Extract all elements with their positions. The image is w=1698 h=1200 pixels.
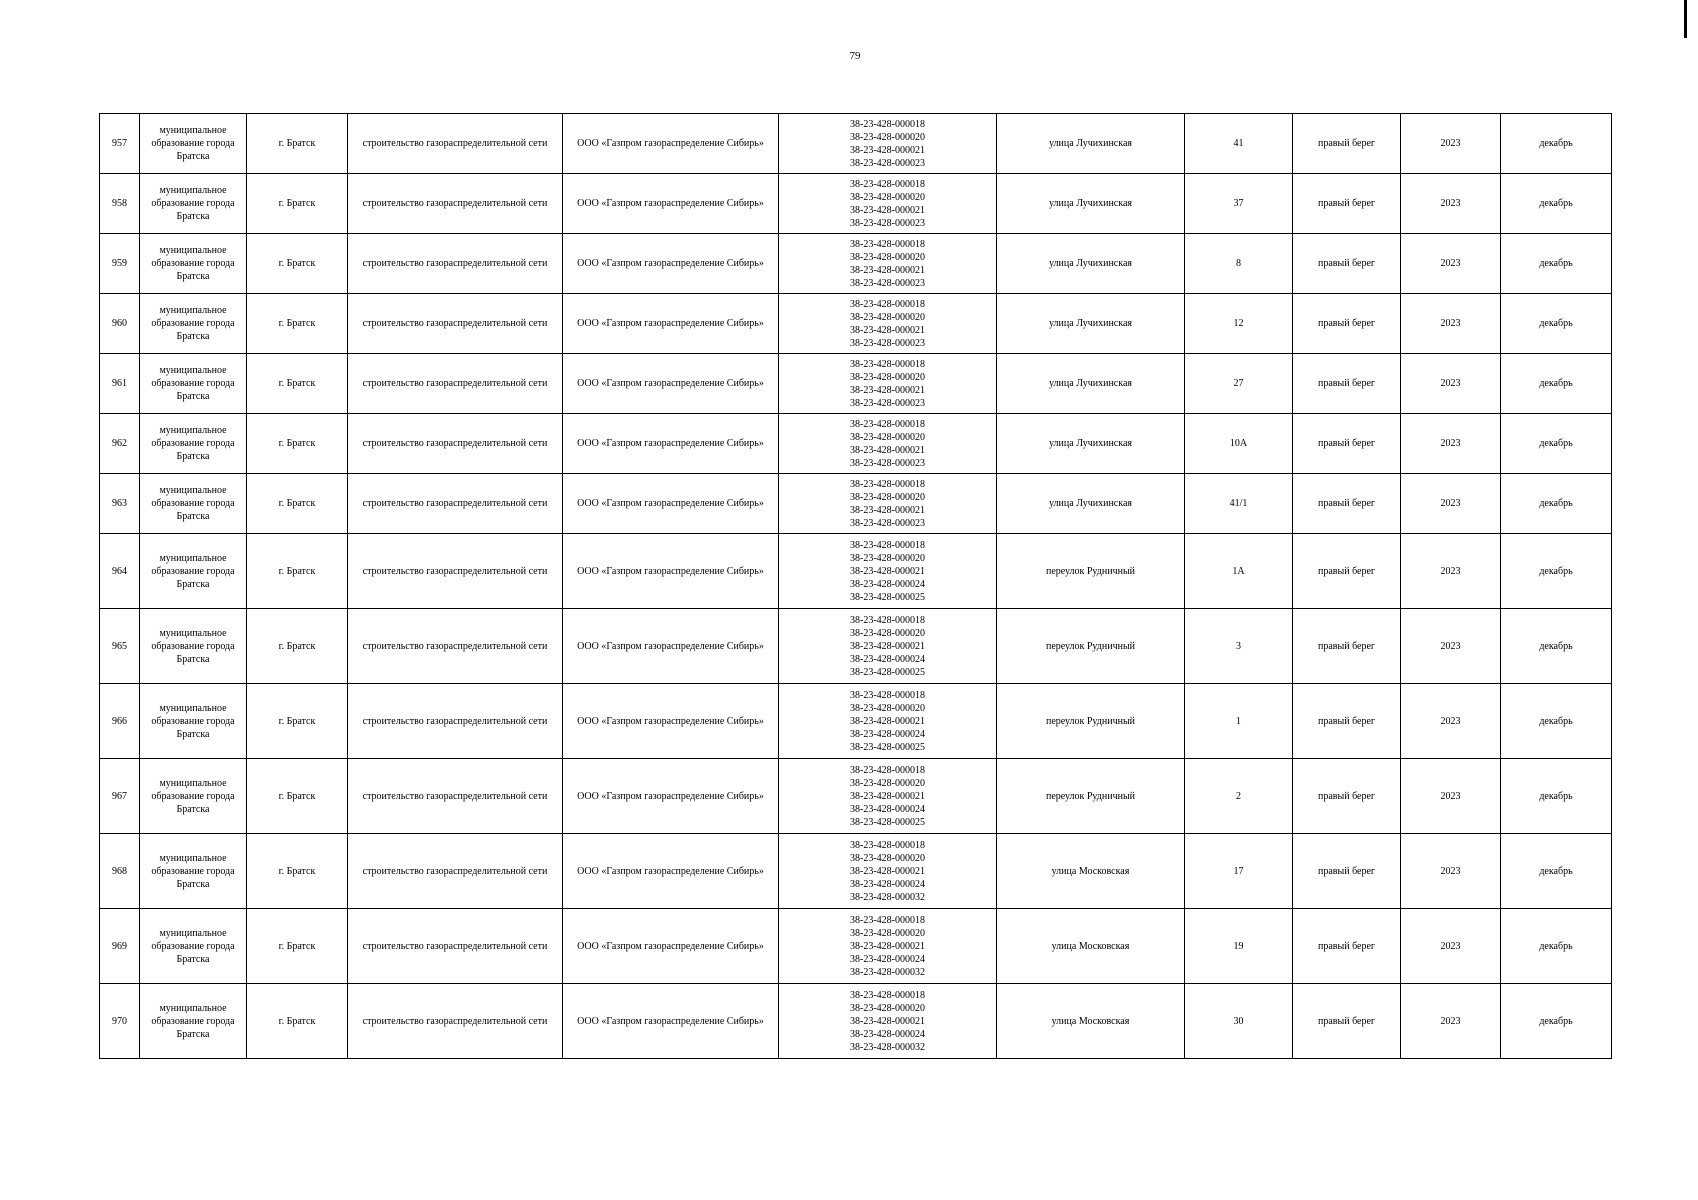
cadastral-number: 38-23-428-000020 bbox=[850, 627, 925, 639]
house-number-cell: 1 bbox=[1185, 684, 1293, 759]
cadastral-number: 38-23-428-000024 bbox=[850, 653, 925, 665]
owner-cell: муниципальное образование города Братска bbox=[140, 474, 247, 534]
work-type-cell: строительство газораспределительной сети bbox=[348, 759, 563, 834]
cadastral-number: 38-23-428-000021 bbox=[850, 324, 925, 336]
owner-cell: муниципальное образование города Братска bbox=[140, 909, 247, 984]
cadastral-number: 38-23-428-000021 bbox=[850, 384, 925, 396]
organization-cell: ООО «Газпром газораспределение Сибирь» bbox=[563, 609, 779, 684]
organization-cell: ООО «Газпром газораспределение Сибирь» bbox=[563, 114, 779, 174]
house-number-cell: 27 bbox=[1185, 354, 1293, 414]
year-cell: 2023 bbox=[1401, 114, 1501, 174]
row-number: 961 bbox=[100, 354, 140, 414]
year-cell: 2023 bbox=[1401, 414, 1501, 474]
bank-cell: правый берег bbox=[1293, 354, 1401, 414]
cadastral-number: 38-23-428-000023 bbox=[850, 517, 925, 529]
work-type-cell: строительство газораспределительной сети bbox=[348, 534, 563, 609]
organization-cell: ООО «Газпром газораспределение Сибирь» bbox=[563, 834, 779, 909]
locality-cell: г. Братск bbox=[247, 114, 348, 174]
table-row bbox=[100, 294, 1612, 354]
cadastral-cell bbox=[779, 174, 997, 234]
work-type-cell: строительство газораспределительной сети bbox=[348, 294, 563, 354]
cadastral-number: 38-23-428-000018 bbox=[850, 298, 925, 310]
table-row bbox=[100, 834, 1612, 909]
work-type-cell: строительство газораспределительной сети bbox=[348, 834, 563, 909]
row-number: 970 bbox=[100, 984, 140, 1059]
month-cell: декабрь bbox=[1501, 984, 1612, 1059]
locality-cell: г. Братск bbox=[247, 474, 348, 534]
cadastral-number: 38-23-428-000020 bbox=[850, 191, 925, 203]
bank-cell: правый берег bbox=[1293, 174, 1401, 234]
work-type-cell: строительство газораспределительной сети bbox=[348, 114, 563, 174]
row-number: 962 bbox=[100, 414, 140, 474]
cadastral-cell bbox=[779, 294, 997, 354]
address-cell: улица Московская bbox=[997, 984, 1185, 1059]
bank-cell: правый берег bbox=[1293, 234, 1401, 294]
table-row bbox=[100, 909, 1612, 984]
organization-cell: ООО «Газпром газораспределение Сибирь» bbox=[563, 414, 779, 474]
table-row bbox=[100, 474, 1612, 534]
cadastral-cell bbox=[779, 414, 997, 474]
house-number-cell: 1А bbox=[1185, 534, 1293, 609]
table-row bbox=[100, 759, 1612, 834]
owner-cell: муниципальное образование города Братска bbox=[140, 759, 247, 834]
locality-cell: г. Братск bbox=[247, 534, 348, 609]
table-row bbox=[100, 609, 1612, 684]
owner-cell: муниципальное образование города Братска bbox=[140, 294, 247, 354]
owner-cell: муниципальное образование города Братска bbox=[140, 609, 247, 684]
cadastral-number: 38-23-428-000023 bbox=[850, 217, 925, 229]
work-type-cell: строительство газораспределительной сети bbox=[348, 174, 563, 234]
cadastral-number: 38-23-428-000021 bbox=[850, 444, 925, 456]
cadastral-number: 38-23-428-000021 bbox=[850, 264, 925, 276]
cadastral-number: 38-23-428-000018 bbox=[850, 118, 925, 130]
year-cell: 2023 bbox=[1401, 759, 1501, 834]
cadastral-number: 38-23-428-000020 bbox=[850, 777, 925, 789]
house-number-cell: 3 bbox=[1185, 609, 1293, 684]
cadastral-number: 38-23-428-000018 bbox=[850, 178, 925, 190]
house-number-cell: 17 bbox=[1185, 834, 1293, 909]
house-number-cell: 12 bbox=[1185, 294, 1293, 354]
cadastral-number: 38-23-428-000018 bbox=[850, 358, 925, 370]
cadastral-cell bbox=[779, 609, 997, 684]
month-cell: декабрь bbox=[1501, 294, 1612, 354]
owner-cell: муниципальное образование города Братска bbox=[140, 684, 247, 759]
organization-cell: ООО «Газпром газораспределение Сибирь» bbox=[563, 294, 779, 354]
margin-mark bbox=[1684, 0, 1687, 38]
work-type-cell: строительство газораспределительной сети bbox=[348, 474, 563, 534]
cadastral-number: 38-23-428-000020 bbox=[850, 251, 925, 263]
organization-cell: ООО «Газпром газораспределение Сибирь» bbox=[563, 354, 779, 414]
cadastral-number: 38-23-428-000020 bbox=[850, 431, 925, 443]
organization-cell: ООО «Газпром газораспределение Сибирь» bbox=[563, 684, 779, 759]
row-number: 960 bbox=[100, 294, 140, 354]
organization-cell: ООО «Газпром газораспределение Сибирь» bbox=[563, 174, 779, 234]
locality-cell: г. Братск bbox=[247, 834, 348, 909]
cadastral-number: 38-23-428-000032 bbox=[850, 966, 925, 978]
cadastral-number: 38-23-428-000021 bbox=[850, 640, 925, 652]
house-number-cell: 2 bbox=[1185, 759, 1293, 834]
cadastral-number: 38-23-428-000018 bbox=[850, 238, 925, 250]
cadastral-number: 38-23-428-000024 bbox=[850, 803, 925, 815]
house-number-cell: 37 bbox=[1185, 174, 1293, 234]
address-cell: улица Лучихинская bbox=[997, 174, 1185, 234]
locality-cell: г. Братск bbox=[247, 909, 348, 984]
owner-cell: муниципальное образование города Братска bbox=[140, 174, 247, 234]
address-cell: переулок Рудничный bbox=[997, 534, 1185, 609]
cadastral-number: 38-23-428-000020 bbox=[850, 552, 925, 564]
cadastral-number: 38-23-428-000024 bbox=[850, 578, 925, 590]
year-cell: 2023 bbox=[1401, 234, 1501, 294]
bank-cell: правый берег bbox=[1293, 984, 1401, 1059]
month-cell: декабрь bbox=[1501, 609, 1612, 684]
cadastral-number: 38-23-428-000020 bbox=[850, 371, 925, 383]
cadastral-cell bbox=[779, 834, 997, 909]
cadastral-number: 38-23-428-000024 bbox=[850, 728, 925, 740]
bank-cell: правый берег bbox=[1293, 534, 1401, 609]
work-type-cell: строительство газораспределительной сети bbox=[348, 684, 563, 759]
locality-cell: г. Братск bbox=[247, 759, 348, 834]
address-cell: улица Лучихинская bbox=[997, 474, 1185, 534]
owner-cell: муниципальное образование города Братска bbox=[140, 234, 247, 294]
bank-cell: правый берег bbox=[1293, 294, 1401, 354]
month-cell: декабрь bbox=[1501, 834, 1612, 909]
cadastral-number: 38-23-428-000021 bbox=[850, 144, 925, 156]
bank-cell: правый берег bbox=[1293, 684, 1401, 759]
row-number: 969 bbox=[100, 909, 140, 984]
row-number: 968 bbox=[100, 834, 140, 909]
table-row bbox=[100, 174, 1612, 234]
month-cell: декабрь bbox=[1501, 114, 1612, 174]
cadastral-number: 38-23-428-000023 bbox=[850, 277, 925, 289]
cadastral-number: 38-23-428-000018 bbox=[850, 478, 925, 490]
month-cell: декабрь bbox=[1501, 474, 1612, 534]
address-cell: улица Лучихинская bbox=[997, 354, 1185, 414]
cadastral-number: 38-23-428-000023 bbox=[850, 457, 925, 469]
year-cell: 2023 bbox=[1401, 834, 1501, 909]
cadastral-number: 38-23-428-000018 bbox=[850, 839, 925, 851]
year-cell: 2023 bbox=[1401, 294, 1501, 354]
locality-cell: г. Братск bbox=[247, 174, 348, 234]
cadastral-number: 38-23-428-000021 bbox=[850, 715, 925, 727]
cadastral-number: 38-23-428-000020 bbox=[850, 702, 925, 714]
row-number: 958 bbox=[100, 174, 140, 234]
locality-cell: г. Братск bbox=[247, 414, 348, 474]
organization-cell: ООО «Газпром газораспределение Сибирь» bbox=[563, 234, 779, 294]
cadastral-number: 38-23-428-000018 bbox=[850, 764, 925, 776]
month-cell: декабрь bbox=[1501, 234, 1612, 294]
year-cell: 2023 bbox=[1401, 534, 1501, 609]
cadastral-cell bbox=[779, 909, 997, 984]
cadastral-number: 38-23-428-000021 bbox=[850, 790, 925, 802]
table-row bbox=[100, 684, 1612, 759]
cadastral-number: 38-23-428-000025 bbox=[850, 816, 925, 828]
month-cell: декабрь bbox=[1501, 909, 1612, 984]
registry-body bbox=[100, 114, 1612, 1059]
cadastral-number: 38-23-428-000024 bbox=[850, 1028, 925, 1040]
address-cell: улица Лучихинская bbox=[997, 414, 1185, 474]
organization-cell: ООО «Газпром газораспределение Сибирь» bbox=[563, 534, 779, 609]
cadastral-number: 38-23-428-000021 bbox=[850, 504, 925, 516]
cadastral-number: 38-23-428-000021 bbox=[850, 565, 925, 577]
cadastral-number: 38-23-428-000018 bbox=[850, 418, 925, 430]
work-type-cell: строительство газораспределительной сети bbox=[348, 354, 563, 414]
address-cell: улица Лучихинская bbox=[997, 114, 1185, 174]
bank-cell: правый берег bbox=[1293, 114, 1401, 174]
cadastral-number: 38-23-428-000018 bbox=[850, 689, 925, 701]
organization-cell: ООО «Газпром газораспределение Сибирь» bbox=[563, 759, 779, 834]
cadastral-cell bbox=[779, 684, 997, 759]
row-number: 967 bbox=[100, 759, 140, 834]
work-type-cell: строительство газораспределительной сети bbox=[348, 414, 563, 474]
cadastral-number: 38-23-428-000020 bbox=[850, 852, 925, 864]
owner-cell: муниципальное образование города Братска bbox=[140, 354, 247, 414]
work-type-cell: строительство газораспределительной сети bbox=[348, 984, 563, 1059]
cadastral-cell bbox=[779, 534, 997, 609]
locality-cell: г. Братск bbox=[247, 354, 348, 414]
house-number-cell: 8 bbox=[1185, 234, 1293, 294]
year-cell: 2023 bbox=[1401, 474, 1501, 534]
organization-cell: ООО «Газпром газораспределение Сибирь» bbox=[563, 909, 779, 984]
cadastral-cell bbox=[779, 234, 997, 294]
cadastral-number: 38-23-428-000023 bbox=[850, 397, 925, 409]
house-number-cell: 30 bbox=[1185, 984, 1293, 1059]
address-cell: улица Лучихинская bbox=[997, 294, 1185, 354]
cadastral-number: 38-23-428-000020 bbox=[850, 1002, 925, 1014]
year-cell: 2023 bbox=[1401, 354, 1501, 414]
owner-cell: муниципальное образование города Братска bbox=[140, 984, 247, 1059]
locality-cell: г. Братск bbox=[247, 684, 348, 759]
table-row bbox=[100, 234, 1612, 294]
row-number: 963 bbox=[100, 474, 140, 534]
cadastral-cell bbox=[779, 114, 997, 174]
table-row bbox=[100, 984, 1612, 1059]
cadastral-number: 38-23-428-000025 bbox=[850, 591, 925, 603]
month-cell: декабрь bbox=[1501, 684, 1612, 759]
owner-cell: муниципальное образование города Братска bbox=[140, 834, 247, 909]
address-cell: переулок Рудничный bbox=[997, 684, 1185, 759]
owner-cell: муниципальное образование города Братска bbox=[140, 534, 247, 609]
cadastral-number: 38-23-428-000020 bbox=[850, 491, 925, 503]
bank-cell: правый берег bbox=[1293, 474, 1401, 534]
year-cell: 2023 bbox=[1401, 909, 1501, 984]
house-number-cell: 41/1 bbox=[1185, 474, 1293, 534]
cadastral-cell bbox=[779, 759, 997, 834]
cadastral-number: 38-23-428-000024 bbox=[850, 953, 925, 965]
organization-cell: ООО «Газпром газораспределение Сибирь» bbox=[563, 984, 779, 1059]
locality-cell: г. Братск bbox=[247, 294, 348, 354]
row-number: 959 bbox=[100, 234, 140, 294]
cadastral-number: 38-23-428-000024 bbox=[850, 878, 925, 890]
cadastral-number: 38-23-428-000018 bbox=[850, 539, 925, 551]
cadastral-cell bbox=[779, 354, 997, 414]
table-row bbox=[100, 414, 1612, 474]
house-number-cell: 19 bbox=[1185, 909, 1293, 984]
table-row bbox=[100, 354, 1612, 414]
row-number: 965 bbox=[100, 609, 140, 684]
registry-table bbox=[99, 113, 1612, 1059]
cadastral-number: 38-23-428-000018 bbox=[850, 989, 925, 1001]
bank-cell: правый берег bbox=[1293, 909, 1401, 984]
bank-cell: правый берег bbox=[1293, 834, 1401, 909]
bank-cell: правый берег bbox=[1293, 759, 1401, 834]
row-number: 966 bbox=[100, 684, 140, 759]
cadastral-cell bbox=[779, 984, 997, 1059]
cadastral-number: 38-23-428-000021 bbox=[850, 204, 925, 216]
cadastral-number: 38-23-428-000020 bbox=[850, 131, 925, 143]
locality-cell: г. Братск bbox=[247, 609, 348, 684]
month-cell: декабрь bbox=[1501, 414, 1612, 474]
locality-cell: г. Братск bbox=[247, 984, 348, 1059]
cadastral-number: 38-23-428-000018 bbox=[850, 914, 925, 926]
page-number: 79 bbox=[849, 50, 861, 62]
cadastral-number: 38-23-428-000025 bbox=[850, 741, 925, 753]
organization-cell: ООО «Газпром газораспределение Сибирь» bbox=[563, 474, 779, 534]
house-number-cell: 10А bbox=[1185, 414, 1293, 474]
work-type-cell: строительство газораспределительной сети bbox=[348, 234, 563, 294]
locality-cell: г. Братск bbox=[247, 234, 348, 294]
bank-cell: правый берег bbox=[1293, 609, 1401, 684]
month-cell: декабрь bbox=[1501, 354, 1612, 414]
row-number: 957 bbox=[100, 114, 140, 174]
address-cell: улица Московская bbox=[997, 834, 1185, 909]
cadastral-number: 38-23-428-000020 bbox=[850, 927, 925, 939]
cadastral-number: 38-23-428-000020 bbox=[850, 311, 925, 323]
address-cell: улица Лучихинская bbox=[997, 234, 1185, 294]
year-cell: 2023 bbox=[1401, 984, 1501, 1059]
month-cell: декабрь bbox=[1501, 174, 1612, 234]
cadastral-number: 38-23-428-000025 bbox=[850, 666, 925, 678]
work-type-cell: строительство газораспределительной сети bbox=[348, 909, 563, 984]
cadastral-number: 38-23-428-000023 bbox=[850, 337, 925, 349]
month-cell: декабрь bbox=[1501, 534, 1612, 609]
cadastral-number: 38-23-428-000018 bbox=[850, 614, 925, 626]
cadastral-number: 38-23-428-000021 bbox=[850, 1015, 925, 1027]
bank-cell: правый берег bbox=[1293, 414, 1401, 474]
house-number-cell: 41 bbox=[1185, 114, 1293, 174]
year-cell: 2023 bbox=[1401, 684, 1501, 759]
address-cell: улица Московская bbox=[997, 909, 1185, 984]
table-row bbox=[100, 534, 1612, 609]
owner-cell: муниципальное образование города Братска bbox=[140, 414, 247, 474]
owner-cell: муниципальное образование города Братска bbox=[140, 114, 247, 174]
row-number: 964 bbox=[100, 534, 140, 609]
year-cell: 2023 bbox=[1401, 174, 1501, 234]
year-cell: 2023 bbox=[1401, 609, 1501, 684]
table-row bbox=[100, 114, 1612, 174]
cadastral-number: 38-23-428-000021 bbox=[850, 865, 925, 877]
cadastral-cell bbox=[779, 474, 997, 534]
cadastral-number: 38-23-428-000021 bbox=[850, 940, 925, 952]
address-cell: переулок Рудничный bbox=[997, 609, 1185, 684]
cadastral-number: 38-23-428-000032 bbox=[850, 1041, 925, 1053]
cadastral-number: 38-23-428-000023 bbox=[850, 157, 925, 169]
month-cell: декабрь bbox=[1501, 759, 1612, 834]
cadastral-number: 38-23-428-000032 bbox=[850, 891, 925, 903]
address-cell: переулок Рудничный bbox=[997, 759, 1185, 834]
work-type-cell: строительство газораспределительной сети bbox=[348, 609, 563, 684]
